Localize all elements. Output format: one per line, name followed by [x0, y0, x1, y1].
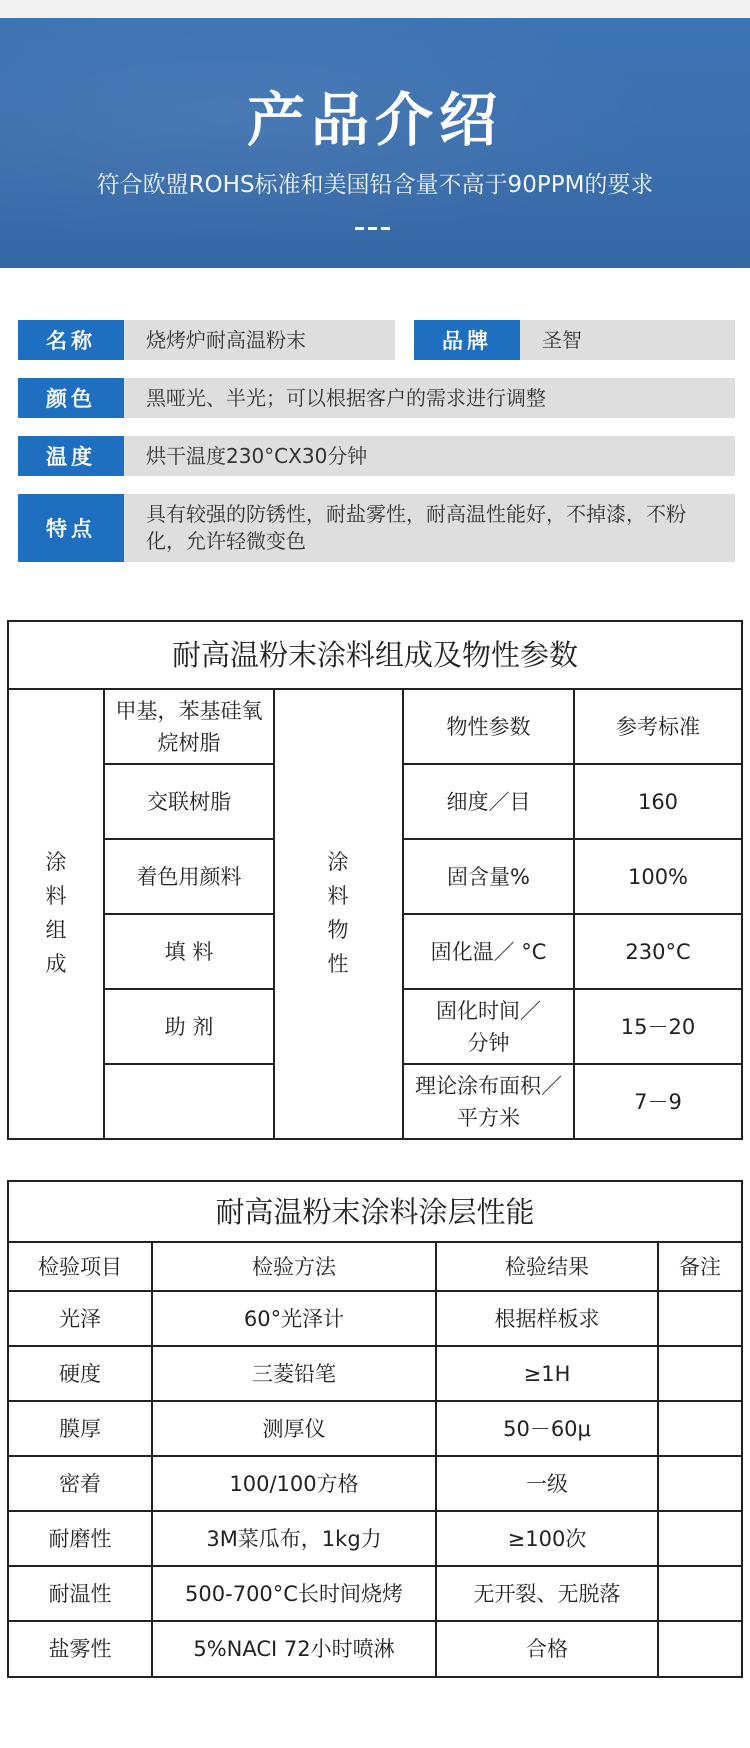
row-5-item: 耐磨性 [48, 1526, 112, 1551]
param-name-5: 理论涂布面积／平方米 [415, 1073, 562, 1130]
row-6-note [659, 1567, 741, 1620]
row-2-item: 硬度 [59, 1361, 101, 1386]
component-6 [105, 1065, 273, 1138]
row-6-item: 耐温性 [48, 1581, 112, 1606]
component-2: 交联树脂 [147, 789, 231, 814]
param-name-2: 固含量% [447, 864, 530, 889]
row-1-result: 根据样板求 [494, 1306, 600, 1331]
color-value: 黑哑光、半光；可以根据客户的需求进行调整 [124, 378, 735, 418]
page-subtitle: 符合欧盟ROHS标准和美国铅含量不高于90PPM的要求 [96, 172, 654, 198]
decorative-dashes-icon [355, 225, 395, 233]
component-1: 甲基，苯基硅氧烷树脂 [115, 698, 263, 755]
param-value-2: 100% [627, 864, 689, 889]
row-7-note [659, 1622, 741, 1676]
row-6-method: 500-700°C长时间烧烤 [185, 1581, 403, 1606]
row-1-item: 光泽 [59, 1306, 101, 1331]
row-4-method: 100/100方格 [229, 1471, 359, 1496]
feature-label: 特点 [18, 494, 124, 562]
param-value-5: 7－9 [634, 1089, 682, 1114]
brand-label: 品牌 [414, 320, 520, 360]
properties-label: 涂料物性 [327, 850, 349, 976]
row-3-note [659, 1402, 741, 1455]
component-5: 助 剂 [164, 1014, 214, 1039]
composition-table [7, 620, 743, 1140]
row-5-result: ≥100次 [507, 1526, 587, 1551]
name-value: 烧烤炉耐高温粉末 [124, 320, 395, 360]
row-2-method: 三菱铅笔 [252, 1361, 336, 1386]
top-strip [0, 0, 750, 18]
row-4-item: 密着 [59, 1471, 101, 1496]
row-1-method: 60°光泽计 [243, 1306, 345, 1331]
performance-table [7, 1180, 743, 1678]
row-3-item: 膜厚 [59, 1416, 101, 1441]
param-name-1: 细度／目 [446, 789, 531, 814]
row-2-result: ≥1H [523, 1361, 571, 1386]
header-note: 备注 [679, 1254, 721, 1279]
header-result: 检验结果 [505, 1254, 589, 1279]
param-value-4: 15－20 [620, 1014, 696, 1039]
name-label: 名称 [18, 320, 124, 360]
row-7-item: 盐雾性 [48, 1637, 112, 1661]
param-value-1: 160 [637, 789, 679, 814]
info-row-temperature [18, 436, 735, 476]
info-row-color [18, 378, 735, 418]
performance-table-title: 耐高温粉末涂料涂层性能 [215, 1194, 535, 1229]
page-title: 产品介绍 [246, 86, 503, 154]
row-4-note [659, 1457, 741, 1510]
row-6-result: 无开裂、无脱落 [473, 1581, 621, 1606]
header-param: 物性参数 [446, 714, 531, 739]
temperature-value: 烘干温度230°CX30分钟 [124, 436, 735, 476]
temperature-label: 温度 [18, 436, 124, 476]
row-7-result: 合格 [526, 1637, 568, 1661]
composition-table-title: 耐高温粉末涂料组成及物性参数 [171, 638, 578, 672]
row-4-result: 一级 [526, 1471, 568, 1496]
info-row-name [18, 320, 395, 360]
param-name-3: 固化温／ °C [430, 939, 547, 964]
header-method: 检验方法 [252, 1254, 336, 1279]
row-2-note [659, 1347, 741, 1400]
info-row-feature [18, 494, 735, 562]
component-4: 填 料 [164, 939, 214, 964]
row-1-note [659, 1292, 741, 1345]
row-3-result: 50－60μ [503, 1416, 591, 1441]
row-5-note [659, 1512, 741, 1565]
color-label: 颜色 [18, 378, 124, 418]
header-standard: 参考标准 [616, 714, 700, 739]
param-value-3: 230°C [625, 939, 691, 964]
brand-value: 圣智 [520, 320, 735, 360]
component-3: 着色用颜料 [136, 864, 242, 889]
row-5-method: 3M菜瓜布，1kg力 [206, 1526, 382, 1551]
header-banner [0, 18, 750, 268]
param-name-4: 固化时间／分钟 [436, 998, 541, 1055]
header-item: 检验项目 [38, 1254, 122, 1279]
row-3-method: 测厚仪 [262, 1416, 326, 1441]
feature-value: 具有较强的防锈性，耐盐雾性，耐高温性能好，不掉漆，不粉化，允许轻微变色 [124, 494, 735, 562]
composition-label: 涂料组成 [45, 850, 67, 976]
row-7-method: 5%NACI 72小时喷淋 [193, 1637, 395, 1661]
info-row-brand [414, 320, 735, 360]
